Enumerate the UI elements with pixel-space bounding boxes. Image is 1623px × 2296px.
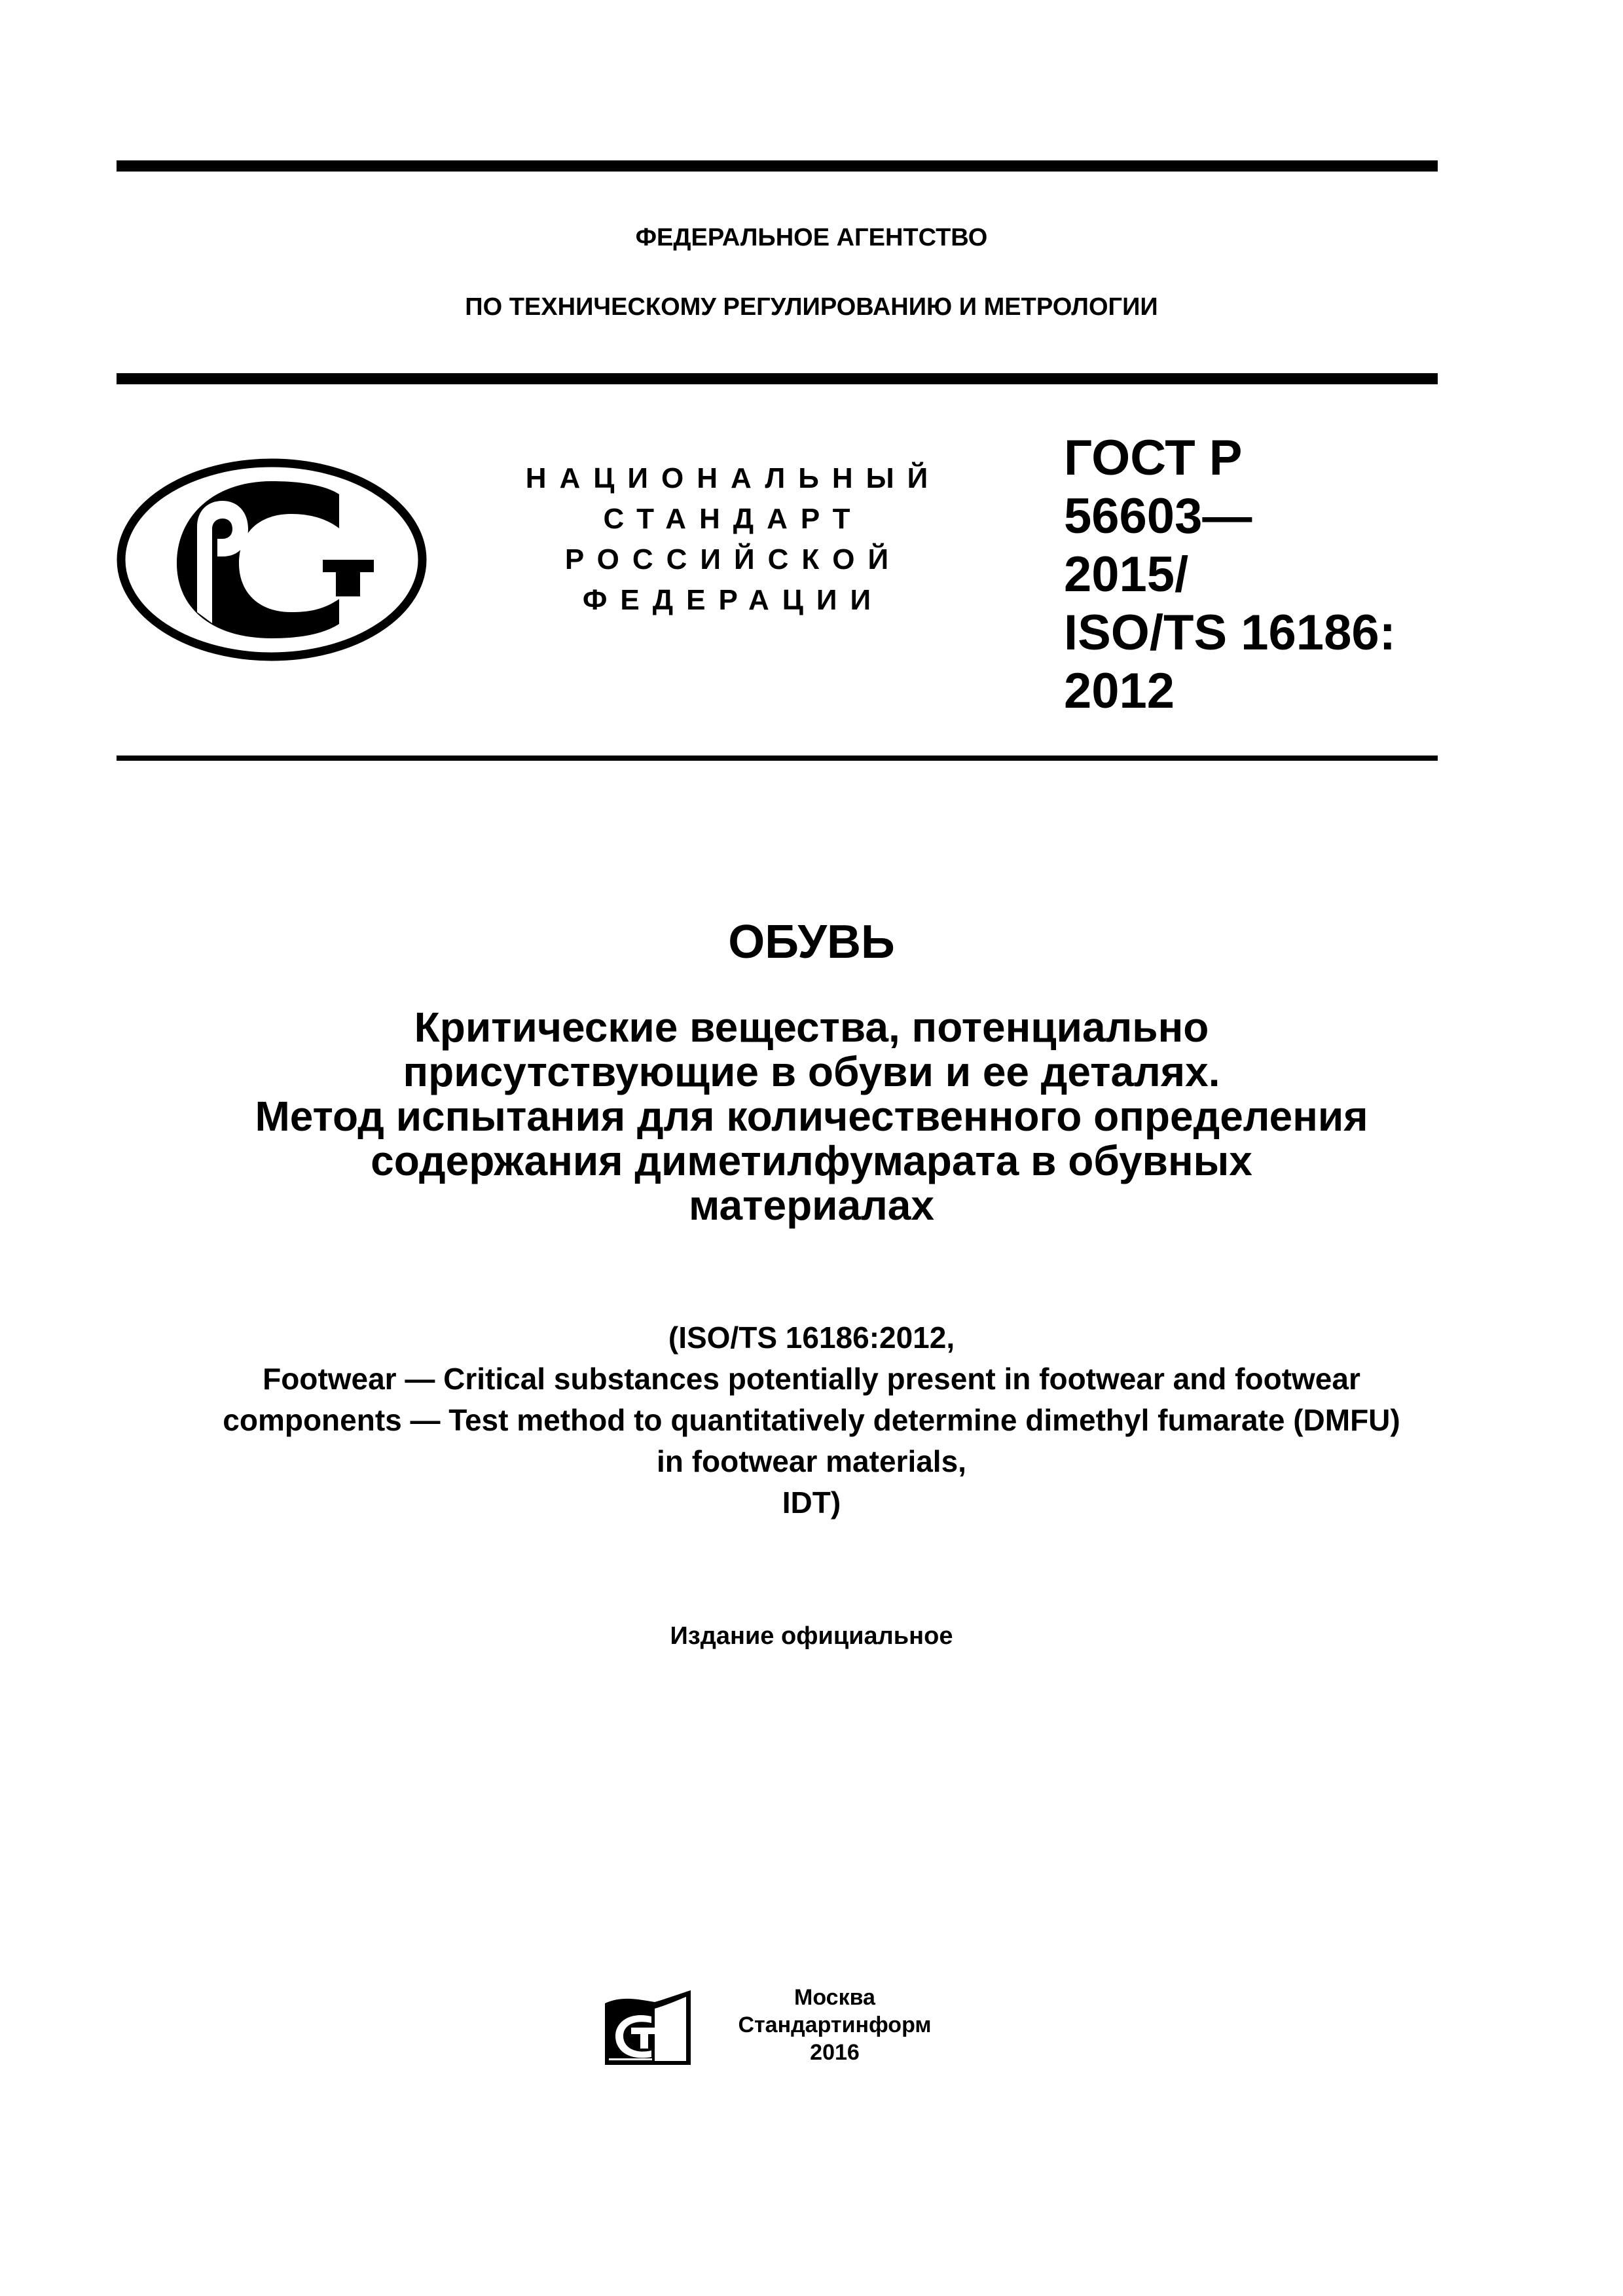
document-subtitle (0, 1005, 1623, 1228)
national-line-2: СТАНДАРТ (603, 503, 864, 535)
publisher-name: Стандартинформ (738, 2013, 932, 2037)
publication-year: 2016 (810, 2040, 860, 2065)
edition-label: Издание официальное (670, 1622, 953, 1650)
header-divider (117, 373, 1438, 384)
publisher-city: Москва (794, 1985, 875, 2010)
subtitle-line-1: Критические вещества, потенциально (414, 1004, 1209, 1051)
designation-line-4: ISO/TS 16186: (1064, 605, 1396, 661)
subtitle-line-2: присутствующие в обуви и ее деталях. (403, 1048, 1220, 1095)
national-line-3: РОССИЙСКОЙ (564, 543, 902, 575)
standard-designation (1064, 429, 1396, 720)
subtitle-line-3: Метод испытания для количественного определения (255, 1093, 1368, 1140)
designation-line-3: 2015/ (1064, 547, 1189, 602)
iso-line-1: (ISO/TS 16186:2012, (668, 1321, 955, 1355)
rst-gost-logo-icon (115, 452, 429, 661)
designation-line-5: 2012 (1064, 663, 1175, 719)
agency-name-line-2: ПО ТЕХНИЧЕСКОМУ РЕГУЛИРОВАНИЮ И МЕТРОЛОГИИ (465, 293, 1158, 321)
iso-line-2: Footwear — Critical substances potentially present in footwear and footwear (263, 1362, 1360, 1396)
subtitle-line-4: содержания диметилфумарата в обувных (371, 1137, 1252, 1184)
agency-name-line-1: ФЕДЕРАЛЬНОЕ АГЕНТСТВО (635, 224, 988, 251)
designation-line-2: 56603— (1064, 488, 1252, 544)
iso-reference (0, 1317, 1623, 1523)
iso-line-4: in footwear materials, (657, 1444, 966, 1478)
top-divider (117, 160, 1438, 172)
national-line-1: НАЦИОНАЛЬНЫЙ (525, 462, 941, 494)
title-block-divider (117, 756, 1438, 761)
iso-line-5: IDT) (782, 1485, 841, 1520)
national-line-4: ФЕДЕРАЦИИ (582, 584, 884, 616)
subtitle-line-5: материалах (689, 1182, 934, 1229)
designation-line-1: ГОСТ Р (1064, 430, 1243, 486)
standartinform-logo-icon (602, 1990, 694, 2069)
iso-line-3: components — Test method to quantitatively determine dimethyl fumarate (DMFU) (223, 1403, 1400, 1437)
publisher-info (727, 1984, 943, 2066)
document-title: ОБУВЬ (728, 916, 895, 968)
national-standard-label (498, 458, 969, 621)
publisher-block (602, 1977, 969, 2082)
